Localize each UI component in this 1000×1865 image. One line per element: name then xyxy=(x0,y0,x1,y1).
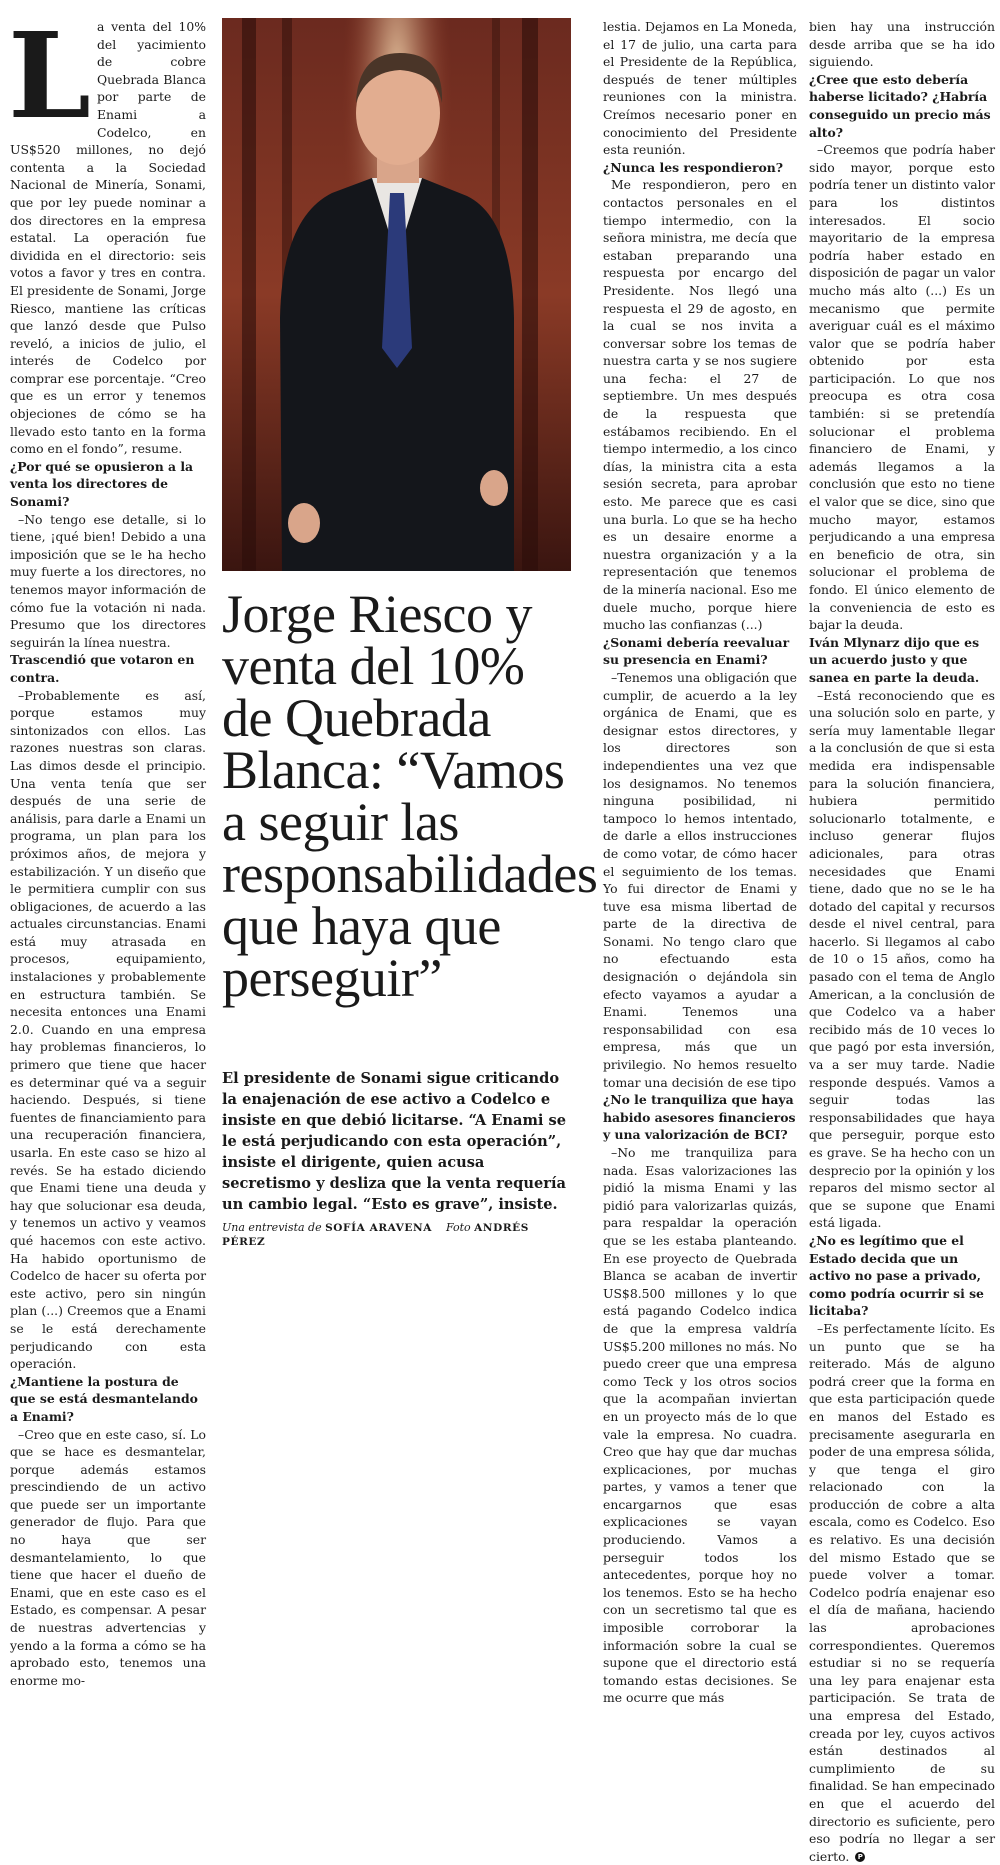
interview-question: ¿Mantiene la postura de que se está desmantelando a Enami? xyxy=(10,1373,198,1424)
body-paragraph: lestia. Dejamos en La Moneda, el 17 de julio, una carta para el Presidente de la República, después de tener múltiples reuniones con la ministra. Creímos necesario poner en conocimiento del Presidente esta reunión. xyxy=(603,19,797,158)
photo-credit-prefix: Foto xyxy=(445,1221,471,1234)
article-column-4 xyxy=(809,18,995,1865)
body-paragraph: –Probablemente es así, porque estamos muy sintonizados con ellos. Las razones nuestras son claras. Las dimos desde el principio. Una venta tenía que ser después de una serie de análisis, para darle a Enami un programa, un plan para los próximos años, de mejora y estabilización. Y un diseño que le permitiera cumplir con sus obligaciones, de acuerdo a las actuales circunstancias. Enami está muy atrasada en procesos, equipamiento, instalaciones y probablemente en estructura también. Se necesita entonces una Enami 2.0. Cuando en una empresa hay problemas financieros, lo primero que tiene que hacer es determinar qué va a seguir haciendo. Después, si tiene fuentes de financiamiento para una recuperación financiera, usarla. En este caso se hizo al revés. Se ha estado diciendo que Enami tiene una deuda y hay que solucionar esa deuda, y tenemos un activo y veamos qué hacemos con este activo. Ha habido oportunismo de Codelco de hacer su oferta por este activo, pero sin ningún plan (...) Creemos que a Enami se le está derechamente perjudicando con esta operación. xyxy=(10,687,206,1372)
body-paragraph: bien hay una instrucción desde arriba que se ha ido siguiendo. xyxy=(809,19,995,70)
drop-cap: L xyxy=(8,6,91,145)
interview-question: ¿Sonami debería reevaluar su presencia en Enami? xyxy=(603,634,790,668)
headline: Jorge Riesco y venta del 10% de Quebrada Blanca: “Vamos a seguir las responsabilidades que haya que perseguir” xyxy=(222,584,598,1008)
byline-prefix: Una entrevista de xyxy=(222,1221,322,1234)
body-paragraph: a venta del 10% del yacimiento de cobre Quebrada Blanca por parte de Enami a Codelco, en US$520 millones, no dejó contenta a la Sociedad Nacional de Minería, Sonami, que por ley puede nominar a dos directores en la empresa estatal. La operación fue dividida en el directorio: seis votos a favor y tres en contra. El presidente de Sonami, Jorge Riesco, mantiene las críticas que lanzó desde que Pulso reveló, a inicios de julio, el interés de Codelco por comprar ese porcentaje. “Creo que es un error y tenemos objeciones de cómo se ha llevado esto tanto en la forma como en el fondo”, resume. xyxy=(10,19,206,457)
interview-question: Trascendió que votaron en contra. xyxy=(10,652,195,685)
portrait-photo xyxy=(222,18,571,571)
deck: El presidente de Sonami sigue criticando la enajenación de ese activo a Codelco e insiste en que debió licitarse. “A Enami se le está perjudicando con esta operación”, insiste el dirigente, quien acusa secretismo y desliza que la venta requería un cambio legal. “Esto es grave”, insiste. xyxy=(222,1070,567,1213)
interview-question: ¿No es legítimo que el Estado decida que un activo no pase a privado, como podría ocurrir si se licitaba? xyxy=(809,1232,984,1319)
body-paragraph: –Creemos que podría haber sido mayor, porque esto podría tener un distinto valor para los distintos interesados. El socio mayoritario de la empresa podría haber estado en disposición de pagar un valor mucho más alto (...) Es un mecanismo que permite averiguar cuál es el máximo valor que se podría haber obtenido por esta participación. Lo que nos preocupa es otra cosa también: si se pretendía solucionar el problema financiero de Enami, y además llegamos a la conclusión que esto no tiene el valor que se dice, sino que mucho mayor, estamos perjudicando a una empresa en beneficio de otra, sin solucionar el problema de fondo. El único elemento de la conveniencia de esto es bajar la deuda. xyxy=(809,142,995,633)
byline xyxy=(222,1221,574,1249)
article-column-3 xyxy=(603,18,797,1707)
body-paragraph: Me respondieron, pero en contactos personales en el tiempo intermedio, con la señora ministra, me decía que estaban preparando una respuesta por encargo del Presidente. Nos llegó una respuesta el 29 de agosto, en la cual se nos invita a conversar sobre los temas de nuestra carta y se nos sugiere una fecha: el 27 de septiembre. Un mes después de la respuesta que estábamos recibiendo. En el tiempo intermedio, a los cinco días, la ministra cita a esta sesión secreta, para aprobar esto. Me parece que es casi una burla. Lo que se ha hecho es un desaire enorme a nuestra organización y a la representación que tenemos de la minería nacional. Eso me duele mucho, porque hiere mucho las confianzas (...) xyxy=(603,177,797,633)
portrait-illustration xyxy=(222,18,571,571)
body-paragraph: –No me tranquiliza para nada. Esas valorizaciones las pidió la misma Enami y las pidió para valorizarlas quizás, para respaldar la operación que se les estaba planteando. En ese proyecto de Quebrada Blanca se acaban de invertir US$8.500 millones y lo que está pagando Codelco indica de que la empresa valdría US$5.200 millones no más. No puedo creer que una empresa como Teck y los otros socios que la acompañan inviertan en un proyecto más de lo que vale la empresa. No cuadra. Creo que hay que dar muchas explicaciones, por muchas partes, y vamos a tener que encargarnos que esas explicaciones se vayan produciendo. Vamos a perseguir todos los antecedentes, porque hoy no los tenemos. Esto se ha hecho con un secretismo tal que es imposible corroborar la información sobre la cual se supone que el directorio está tomando estas decisiones. Se me ocurre que más xyxy=(603,1145,797,1706)
interview-question: ¿Por qué se opusieron a la venta los directores de Sonami? xyxy=(10,458,194,510)
body-paragraph: –No tengo ese detalle, si lo tiene, ¡qué bien! Debido a una imposición que se le ha hecho muy fuerte a los directores, no tenemos mayor información de cómo fue la votación ni nada. Presumo que los directores seguirán la línea nuestra. xyxy=(10,511,206,650)
interview-question: Iván Mlynarz dijo que es un acuerdo justo y que sanea en parte la deuda. xyxy=(809,634,980,685)
body-paragraph: –Está reconociendo que es una solución solo en parte, y sería muy lamentable llegar a la conclusión de que si esta medida era indispensable para la solución financiera, hubiera permitido solucionarlo totalmente, e incluso generar flujos adicionales, para otras necesidades que Enami tiene, dado que no se le ha dotado del capital y recursos desde el nivel central, para hacerlo. Si llegamos al cabo de 10 o 15 años, como ha pasado con el tema de Anglo American, a la conclusión de que Codelco va a haber recibido más de 10 veces lo que pagó por esta inversión, va a ser muy tarde. Nadie responde después. Vamos a seguir todas las responsabilidades que haya que perseguir, porque esto es grave. Se ha hecho con un desprecio por la opinión y los reparos del mismo sector al que se supone que Enami está ligada. xyxy=(809,687,995,1231)
body-paragraph: –Tenemos una obligación que cumplir, de acuerdo a la ley orgánica de Enami, que es designar estos directores, y los directores son independientes una vez que los designamos. No tenemos ninguna posibilidad, ni tampoco lo hemos intentado, de darle a ellos instrucciones de como votar, de cómo hacer el seguimiento de los temas. Yo fui director de Enami y tuve esa misma libertad de parte de la directiva de Sonami. No tengo claro que no efectuando esta designación o dejándola sin efecto vayamos a ayudar a Enami. Tenemos una responsabilidad con esa empresa, más que un privilegio. No hemos resuelto tomar una decisión de ese tipo xyxy=(603,669,797,1090)
article-column-1 xyxy=(8,6,206,1689)
end-mark-icon: P xyxy=(855,1852,865,1862)
photographer-name: ANDRÉS PÉREZ xyxy=(222,1222,529,1248)
interview-question: ¿No le tranquiliza que haya habido asesores financieros y una valorización de BCI? xyxy=(603,1092,796,1143)
interview-question: ¿Cree que esto debería haberse licitado? ¿Habría conseguido un precio más alto? xyxy=(809,71,991,140)
interview-question: ¿Nunca les respondieron? xyxy=(603,159,784,175)
body-paragraph: –Es perfectamente lícito. Es un punto que se ha reiterado. Más de alguno podrá creer que la forma en que esta participación quede en manos del Estado es precisamente asegurarla en poder de una empresa sólida, y que tenga el giro relacionado con la producción de cobre a alta escala, como es Codelco. Eso es relativo. Es una decisión del mismo Estado que se puede volver a tomar. Codelco podría enajenar eso el día de mañana, haciendo las aprobaciones correspondientes. Queremos estudiar si no se requería una ley para enajenar esta participación. Se trata de una empresa del Estado, creada por ley, cuyos activos están destinados al cumplimiento de su finalidad. Se han empecinado en que el acuerdo del directorio es suficiente, pero eso podría no llegar a ser cierto. P xyxy=(809,1320,995,1864)
body-paragraph: –Creo que en este caso, sí. Lo que se hace es desmantelar, porque además estamos prescindiendo de un activo que puede ser un importante generador de flujo. Para que no haya que ser desmantelamiento, lo que tiene que hacer el dueño de Enami, que en este caso es el Estado, es compensar. A pesar de nuestras advertencias y yendo a la forma a cómo se ha aprobado esto, tenemos una enorme mo- xyxy=(10,1426,206,1688)
author-name: SOFÍA ARAVENA xyxy=(325,1222,432,1234)
